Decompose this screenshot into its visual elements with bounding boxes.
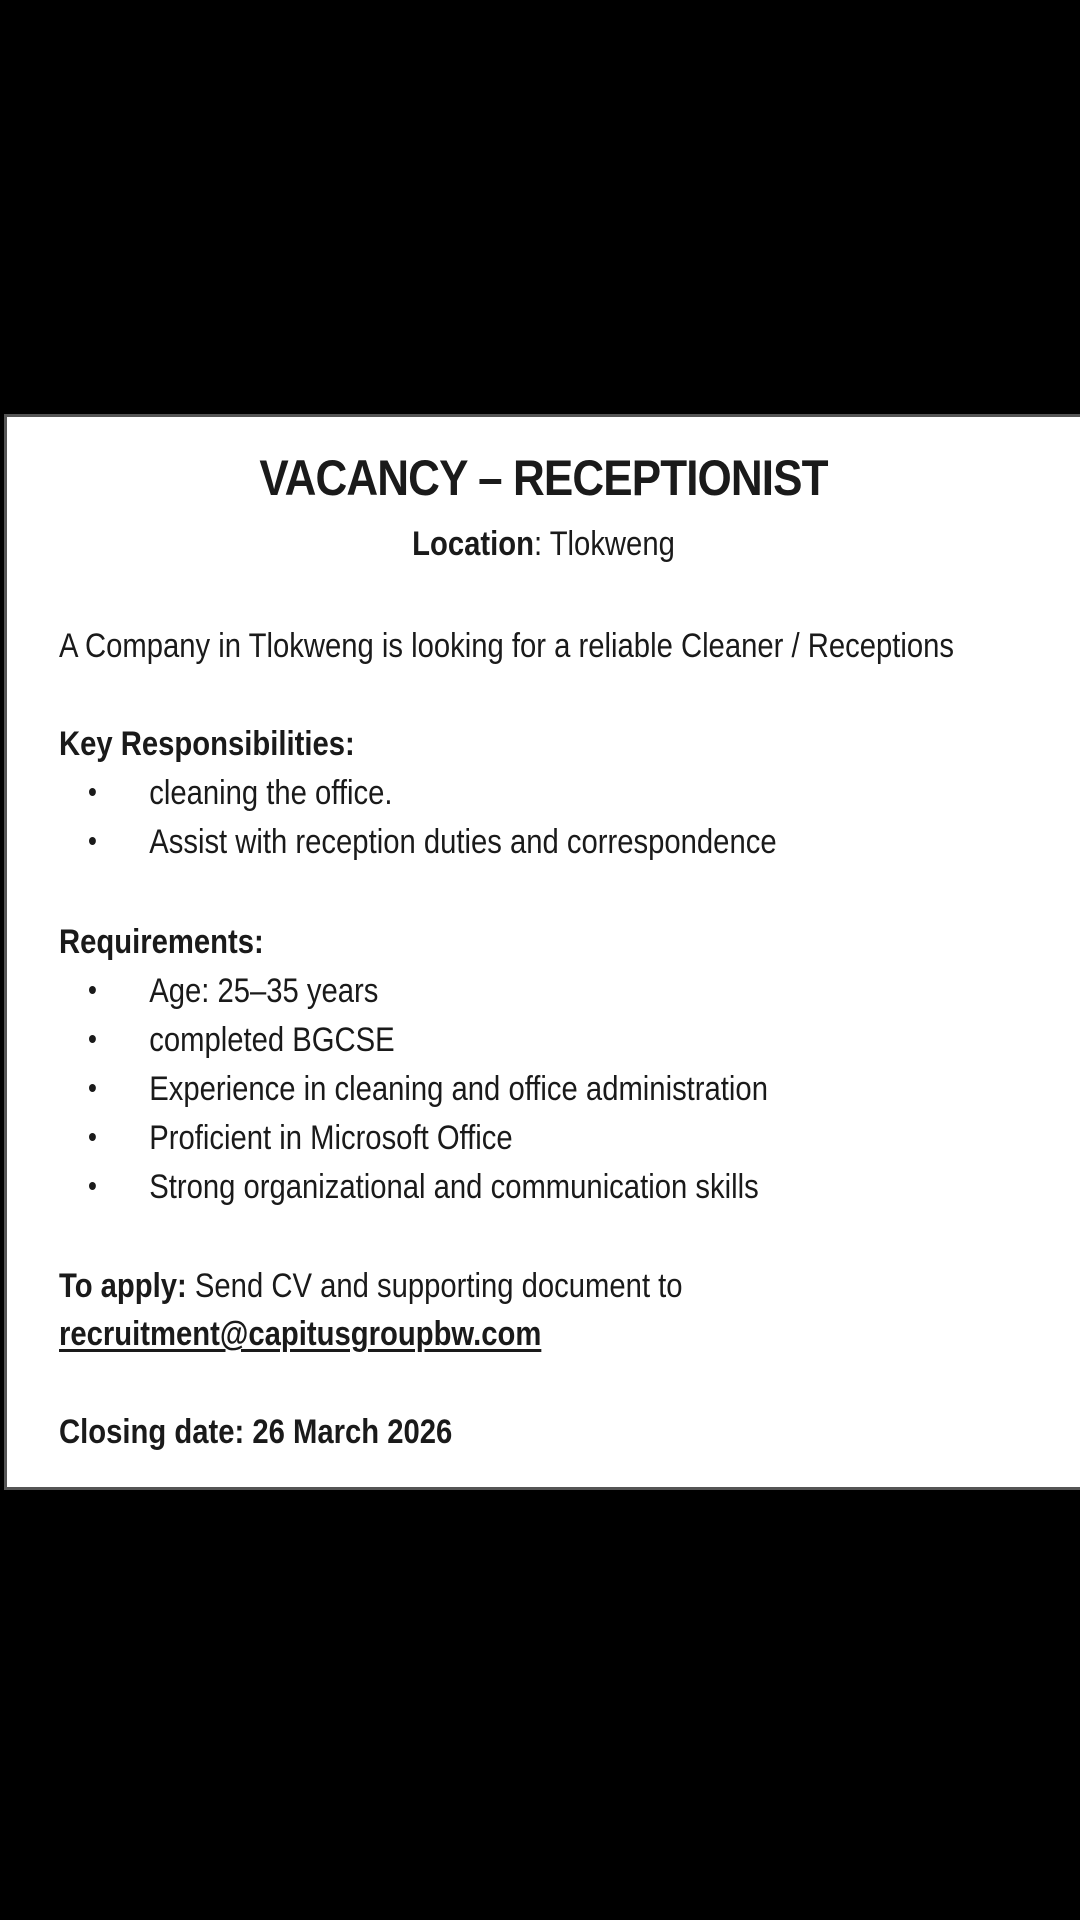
bullet-icon — [89, 1133, 96, 1141]
apply-text: Send CV and supporting document to — [186, 1267, 683, 1305]
responsibility-text: Assist with reception duties and correspondence — [149, 823, 777, 861]
location-label: Location — [412, 525, 534, 563]
bullet-icon — [89, 986, 96, 994]
responsibilities-heading: Key Responsibilities: — [59, 725, 355, 763]
list-item — [89, 823, 777, 862]
location-value: Tlokweng — [542, 525, 675, 563]
bullet-icon — [89, 1084, 96, 1092]
bullet-icon — [89, 788, 96, 796]
requirement-text: Age: 25–35 years — [149, 972, 379, 1010]
vacancy-notice — [4, 414, 1080, 1490]
responsibility-text: cleaning the office. — [149, 774, 393, 812]
bullet-icon — [89, 837, 96, 845]
list-item — [89, 1168, 759, 1207]
vacancy-title: VACANCY – RECEPTIONIST — [259, 450, 828, 506]
requirements-heading: Requirements: — [59, 923, 264, 961]
recruitment-email-link[interactable]: recruitment@capitusgroupbw.com — [59, 1315, 542, 1353]
location-line — [82, 525, 1005, 564]
apply-label: To apply: — [59, 1267, 187, 1305]
requirement-text: Experience in cleaning and office administration — [149, 1070, 768, 1108]
requirement-text: completed BGCSE — [149, 1021, 395, 1059]
list-item — [89, 1070, 768, 1109]
bullet-icon — [89, 1182, 96, 1190]
requirement-text: Proficient in Microsoft Office — [149, 1119, 513, 1157]
list-item — [89, 1119, 513, 1158]
closing-date: Closing date: 26 March 2026 — [59, 1413, 453, 1451]
requirement-text: Strong organizational and communication skills — [149, 1168, 759, 1206]
intro-text: A Company in Tlokweng is looking for a reliable Cleaner / Receptions — [59, 627, 955, 665]
list-item — [89, 774, 393, 813]
bullet-icon — [89, 1035, 96, 1043]
list-item — [89, 972, 378, 1011]
list-item — [89, 1021, 395, 1060]
apply-line — [59, 1267, 683, 1306]
location-separator: : — [533, 525, 543, 563]
email-line — [59, 1315, 541, 1354]
